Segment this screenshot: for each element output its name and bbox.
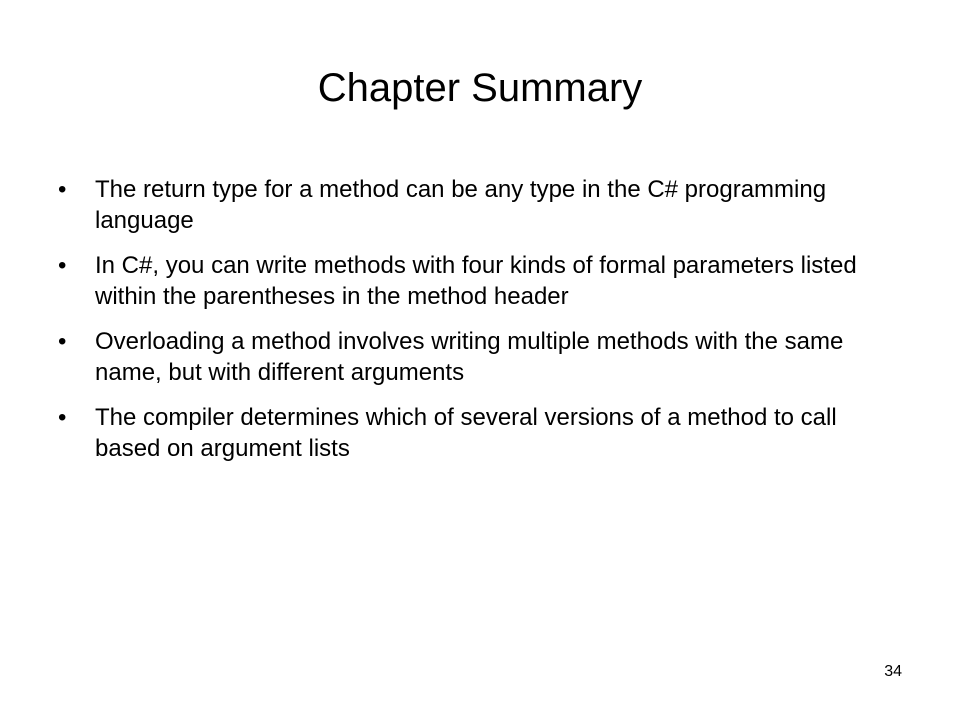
bullet-icon: • <box>58 404 67 431</box>
bullet-item <box>58 402 898 464</box>
bullet-item <box>58 326 898 388</box>
bullet-icon: • <box>58 252 67 279</box>
bullet-icon: • <box>58 176 67 203</box>
bullet-item <box>58 250 898 312</box>
bullet-item <box>58 174 898 236</box>
bullet-text: The compiler determines which of several versions of a method to call based on argument lists <box>95 404 837 462</box>
page-number: 34 <box>884 663 902 680</box>
bullet-text: Overloading a method involves writing multiple methods with the same name, but with different arguments <box>95 328 844 386</box>
slide-title: Chapter Summary <box>317 66 643 110</box>
bullet-text: The return type for a method can be any type in the C# programming language <box>95 176 827 234</box>
bullet-text: In C#, you can write methods with four kinds of formal parameters listed within the parentheses in the method header <box>95 252 857 310</box>
bullet-list <box>58 174 898 478</box>
bullet-icon: • <box>58 328 67 355</box>
